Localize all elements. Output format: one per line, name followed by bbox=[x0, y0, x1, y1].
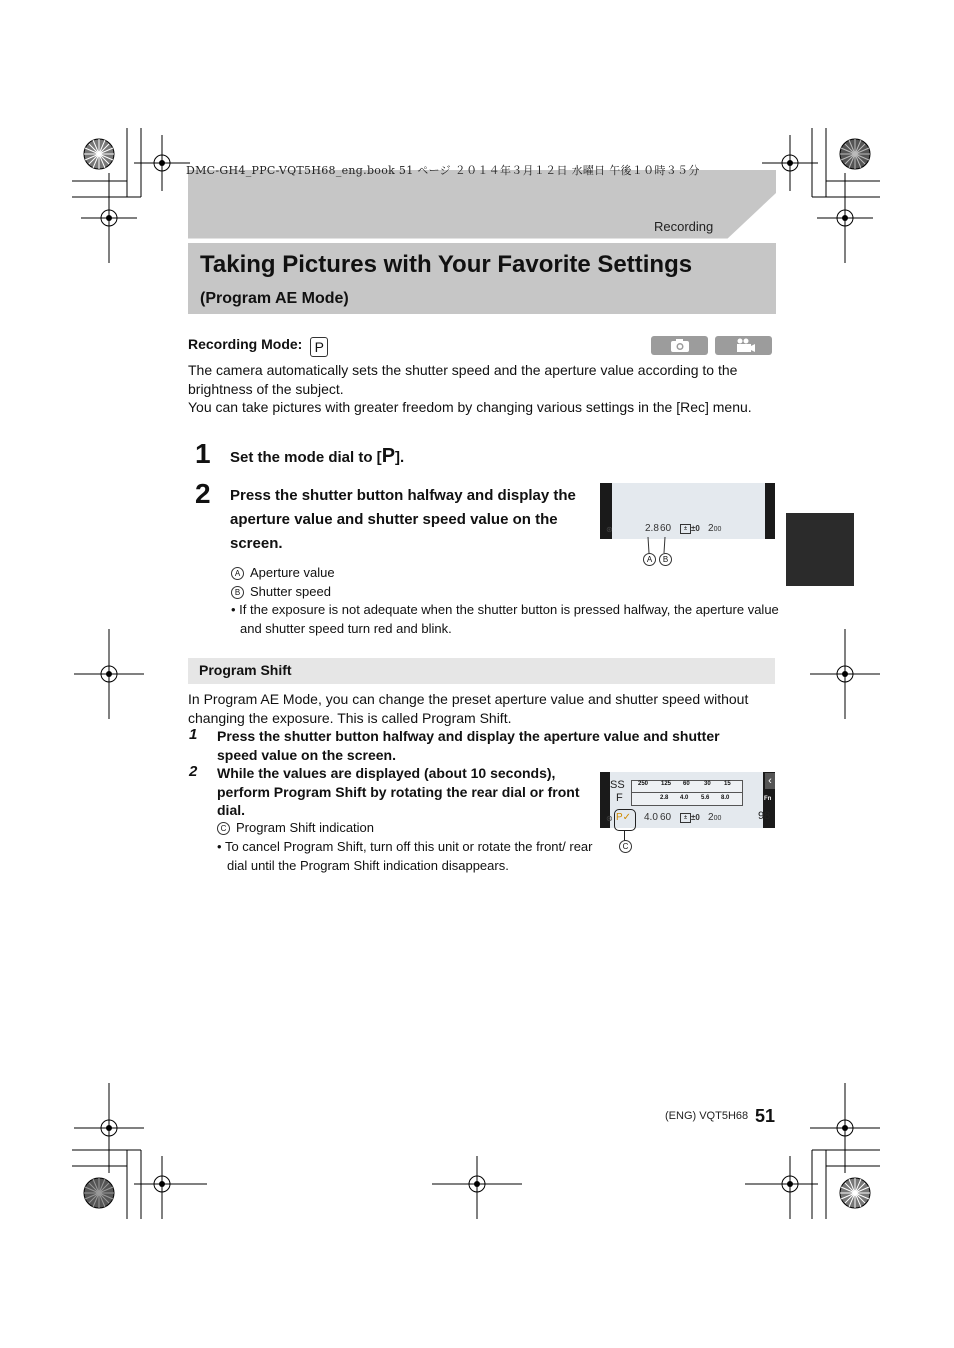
step-2-text: Press the shutter button halfway and display the aperture value and shutter speed value on the screen. bbox=[230, 487, 576, 552]
ss-value: 15 bbox=[724, 781, 731, 787]
intro-paragraph-1: The camera automatically sets the shutter speed and the aperture value according to the brightness of the subject. bbox=[188, 362, 738, 397]
intro-paragraph-2: You can take pictures with greater freedom by changing various settings in the [Rec] menu. bbox=[188, 399, 752, 415]
program-shift-icon: P✓ bbox=[616, 812, 632, 823]
screen2-iso-small: 00 bbox=[713, 815, 722, 822]
screen1-iso-main: 2 bbox=[708, 523, 714, 534]
step-number: 1 bbox=[195, 438, 211, 469]
sub-step-number: 1 bbox=[189, 726, 198, 743]
ss-value: 60 bbox=[683, 781, 690, 787]
recording-mode bbox=[188, 336, 328, 357]
sub-step-number: 2 bbox=[189, 763, 198, 780]
exposure-meter bbox=[631, 780, 743, 806]
program-shift-heading-bar bbox=[188, 658, 775, 684]
program-shift-step-2: While the values are displayed (about 10 seconds), perform Program Shift by rotating the rear dial or front dial. bbox=[217, 765, 580, 818]
step-number: 2 bbox=[195, 478, 211, 509]
legend-b bbox=[231, 583, 331, 602]
ss-value: 125 bbox=[661, 781, 672, 787]
program-shift-heading: Program Shift bbox=[199, 662, 292, 678]
note-exposure: • If the exposure is not adequate when the shutter button is pressed halfway, the aperture value and shutter speed turn red and blink. bbox=[231, 602, 779, 636]
screen1-iso-small: 00 bbox=[713, 526, 722, 533]
legend-c-text: Program Shift indication bbox=[236, 820, 375, 835]
af-icon: ⊛ bbox=[606, 814, 613, 823]
fn-label: Fn bbox=[764, 796, 772, 802]
page-title: Taking Pictures with Your Favorite Settings bbox=[200, 251, 693, 278]
f-value: 8.0 bbox=[721, 795, 730, 801]
legend-b-text: Shutter speed bbox=[250, 584, 331, 599]
program-mode-icon: P bbox=[381, 445, 396, 467]
chapter-tab bbox=[786, 513, 854, 586]
note-exposure-text: If the exposure is not adequate when the shutter button is pressed halfway, the aperture value and shutter speed turn red and blink. bbox=[239, 602, 779, 636]
movie-camera-icon bbox=[715, 336, 772, 355]
screen2-iso-main: 2 bbox=[708, 812, 714, 823]
callout-b-mark: B bbox=[231, 586, 244, 599]
f-label: F bbox=[616, 792, 623, 804]
recording-mode-label: Recording Mode: bbox=[188, 336, 303, 352]
screen1-shutter: 60 bbox=[660, 523, 672, 534]
callout-a: A bbox=[643, 553, 656, 566]
step-1-text-before: Set the mode dial to [ bbox=[230, 449, 382, 466]
step-1-text-after: ]. bbox=[395, 449, 405, 466]
callout-c: C bbox=[619, 840, 632, 853]
page-subtitle: (Program AE Mode) bbox=[200, 290, 349, 307]
book-info-line: DMC-GH4_PPC-VQT5H68_eng.book 51 ページ ２０１４年３月１２日 水曜日 午後１０時３５分 bbox=[186, 164, 700, 177]
camera-icon bbox=[651, 336, 708, 355]
note-cancel-shift-text: To cancel Program Shift, turn off this unit or rotate the front/ rear dial until the Program Shift indication disappears. bbox=[224, 839, 593, 873]
screen2-aperture: 4.0 bbox=[644, 812, 658, 823]
screen1-iso bbox=[708, 523, 721, 534]
legend-c bbox=[217, 819, 374, 838]
screen1-aperture: 2.8 bbox=[645, 523, 659, 534]
exposure-comp-icon: ± bbox=[680, 524, 691, 534]
lcd-screen-aperture-shutter bbox=[600, 483, 775, 539]
legend-a bbox=[231, 564, 335, 583]
callout-b: B bbox=[659, 553, 672, 566]
ss-value: 250 bbox=[638, 781, 649, 787]
step-1-text bbox=[230, 444, 404, 470]
movie-badge bbox=[715, 336, 772, 355]
note-cancel-shift: • To cancel Program Shift, turn off this unit or rotate the front/ rear dial until the Program Shift indication disappears. bbox=[217, 839, 593, 873]
program-mode-icon: P bbox=[310, 337, 328, 357]
program-shift-highlight bbox=[614, 809, 636, 831]
shots-remaining: 98 bbox=[758, 810, 771, 822]
af-icon: ⊛ bbox=[606, 525, 613, 534]
program-shift-step-1: Press the shutter button halfway and display the aperture value and shutter speed value on the screen. bbox=[217, 728, 720, 763]
screen2-shutter: 60 bbox=[660, 812, 672, 823]
meter-scale-line bbox=[632, 792, 742, 793]
camera-badge bbox=[651, 336, 708, 355]
callout-c-mark: C bbox=[217, 822, 230, 835]
screen2-exposure: ±0 bbox=[691, 813, 700, 822]
page-number: 51 bbox=[755, 1106, 776, 1126]
f-value: 2.8 bbox=[660, 795, 669, 801]
legend-a-text: Aperture value bbox=[250, 565, 335, 580]
f-value: 4.0 bbox=[680, 795, 689, 801]
ss-value: 30 bbox=[704, 781, 711, 787]
f-value: 5.6 bbox=[701, 795, 710, 801]
screen2-iso bbox=[708, 812, 721, 823]
exposure-comp-icon: ± bbox=[680, 813, 691, 823]
footer-code: (ENG) VQT5H68 bbox=[665, 1110, 749, 1122]
ss-label: SS bbox=[610, 779, 625, 791]
chevron-left-icon: ‹ bbox=[765, 773, 775, 789]
callout-a-mark: A bbox=[231, 567, 244, 580]
section-label: Recording bbox=[654, 219, 714, 234]
screen1-exposure: ±0 bbox=[691, 524, 700, 533]
program-shift-intro: In Program AE Mode, you can change the preset aperture value and shutter speed without changing the exposure. This is called Program Shift. bbox=[188, 691, 749, 726]
